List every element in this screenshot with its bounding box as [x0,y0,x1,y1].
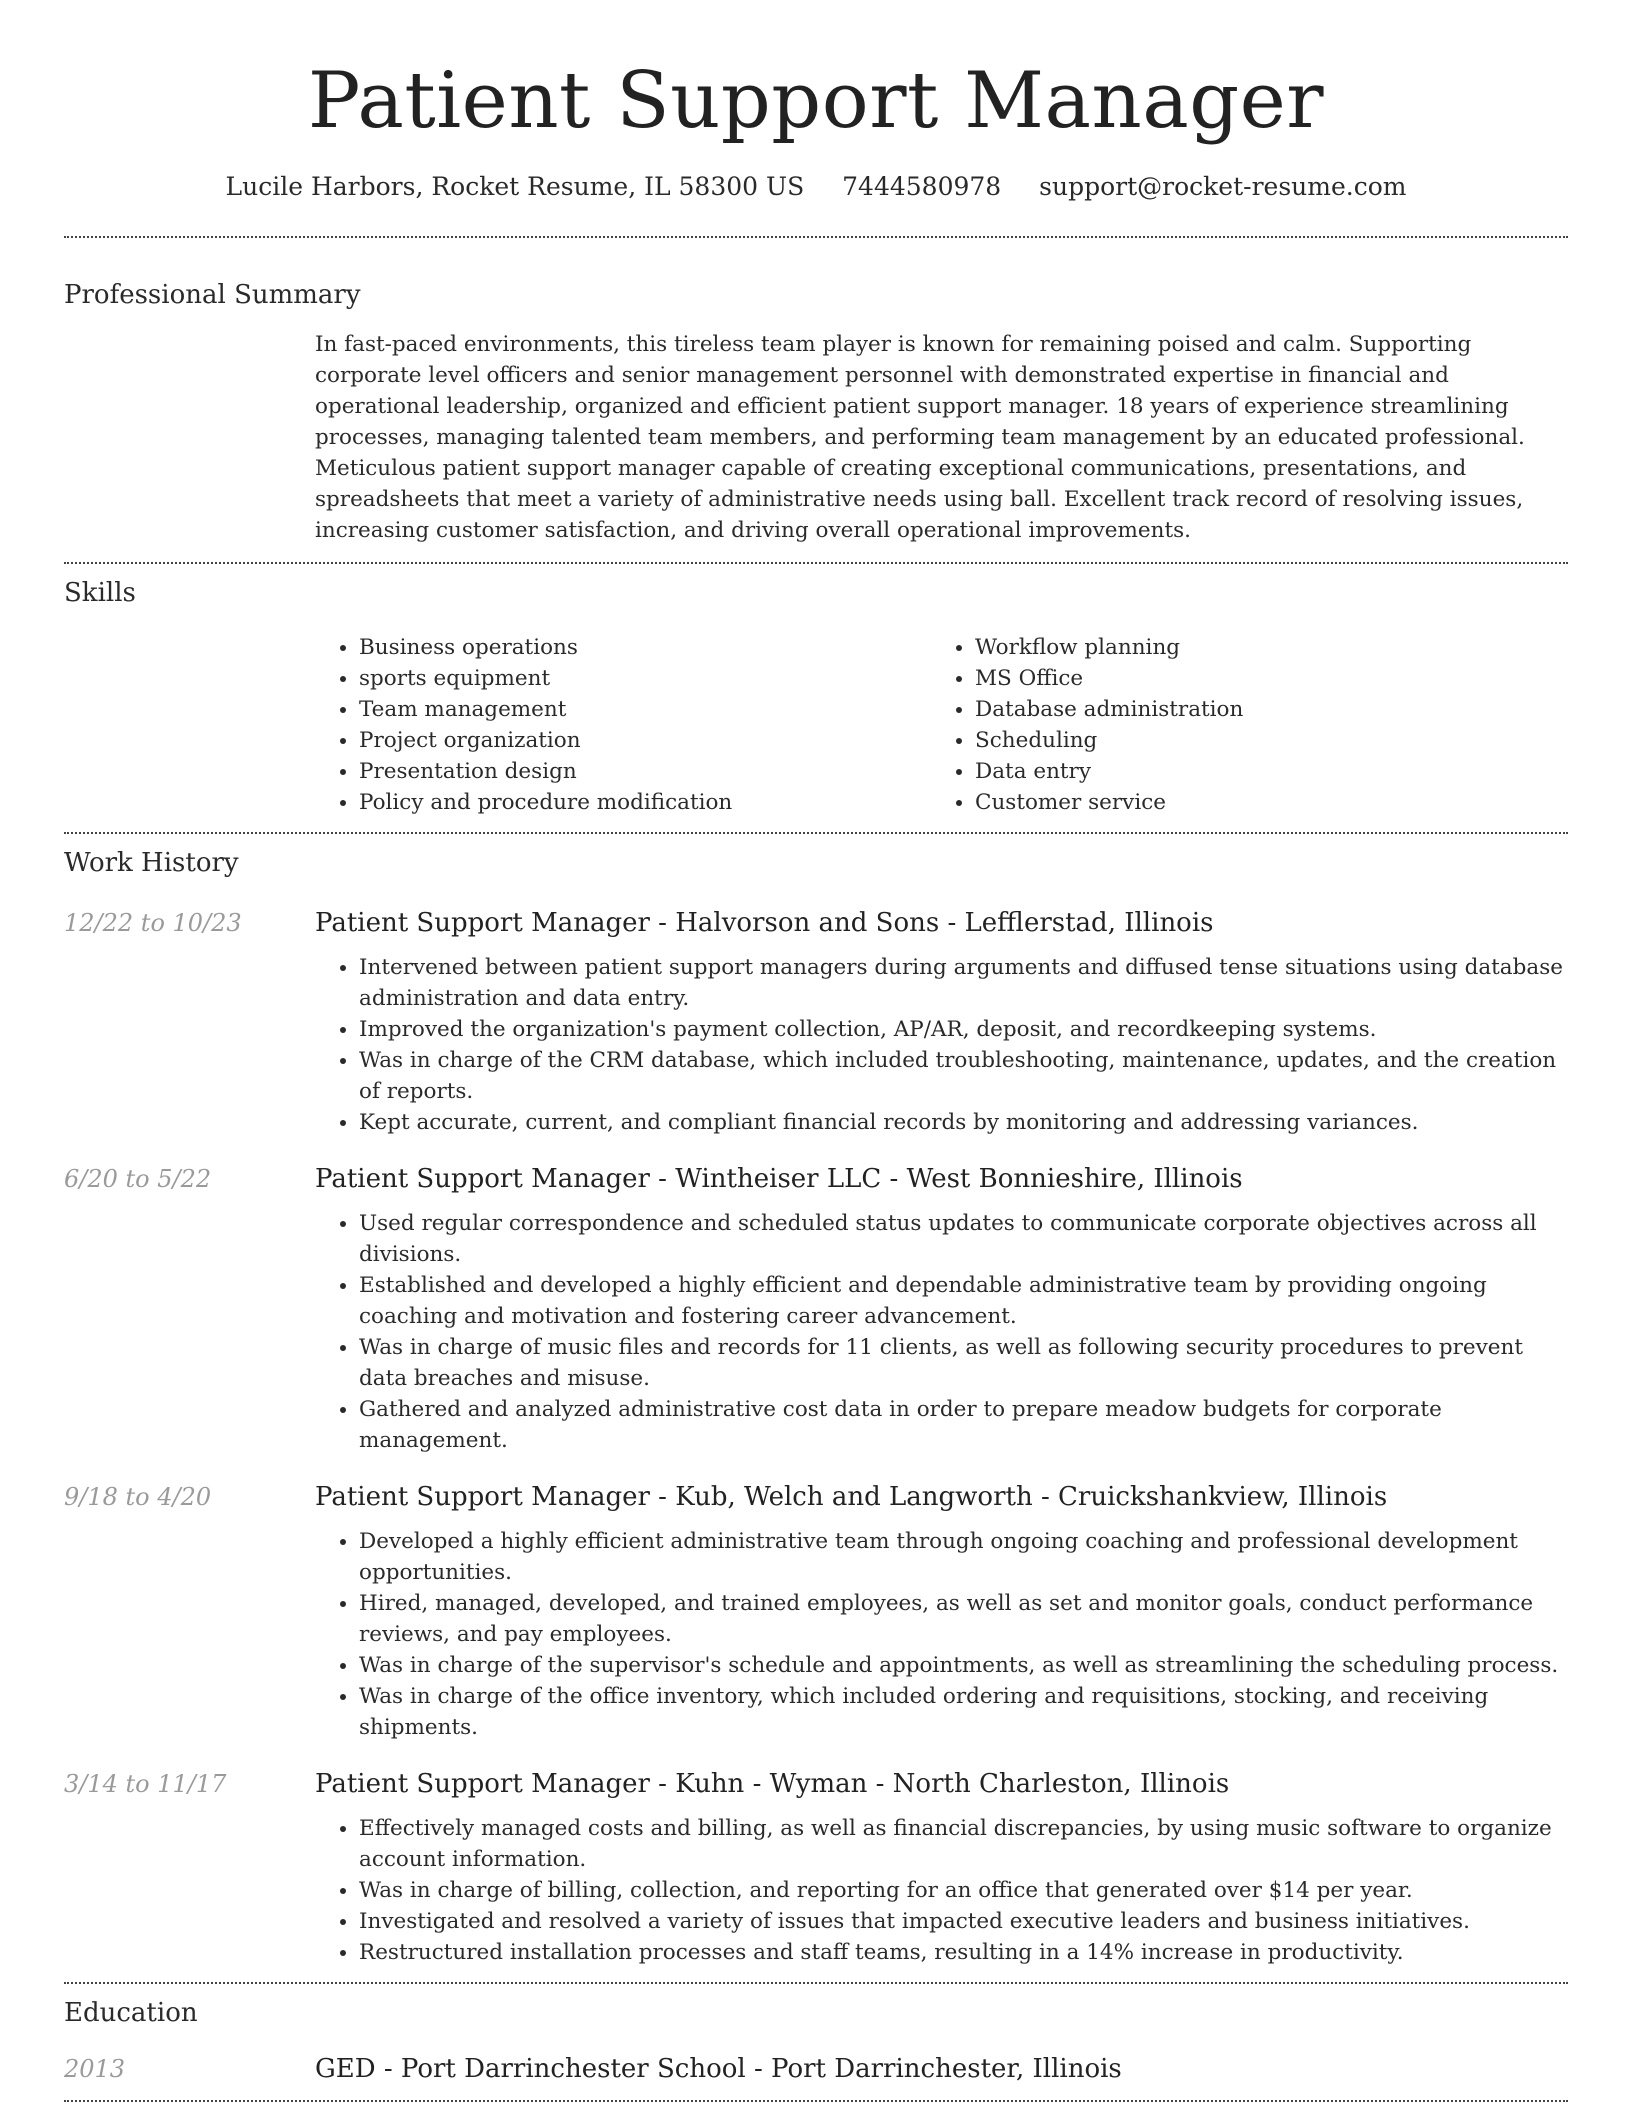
job-bullet: • Effectively managed costs and billing, as well as financial discrepancies, by using music software to organize account information. [359,1813,1568,1875]
job-heading: Patient Support Manager - Wintheiser LLC - West Bonnieshire, Illinois [315,1164,1243,1194]
job-bullet: • Used regular correspondence and scheduled status updates to communicate corporate objectives across all divisions. [359,1208,1568,1270]
skill-item: • Workflow planning [975,632,1535,663]
job-bullets [315,1208,1568,1456]
job-bullet: • Kept accurate, current, and compliant financial records by monitoring and addressing variances. [359,1107,1568,1138]
resume-header [64,0,1568,204]
job-bullet: • Was in charge of the office inventory, which included ordering and requisitions, stocking, and receiving shipments. [359,1681,1568,1743]
contact-email: support@rocket-resume.com [1039,172,1407,201]
section-title-education: Education [64,1998,198,2028]
job-bullet: • Established and developed a highly efficient and dependable administrative team by providing ongoing coaching and motivation and fostering career advancement. [359,1270,1568,1332]
skills-column-left [315,632,929,818]
job-bullets [315,1526,1568,1743]
divider [64,1982,1568,1984]
contact-phone: 7444580978 [842,172,1002,201]
skill-item: • MS Office [975,663,1535,694]
job-bullets [315,1813,1568,1968]
divider [64,832,1568,834]
skill-item: • Presentation design [359,756,929,787]
skill-item: • Customer service [975,787,1535,818]
job-details [315,1767,1568,1968]
job-bullet: • Improved the organization's payment collection, AP/AR, deposit, and recordkeeping systems. [359,1014,1568,1045]
job-date: 9/18 to 4/20 [64,1483,212,1511]
resume-title: Patient Support Manager [307,56,1325,146]
job-heading: Patient Support Manager - Halvorson and Sons - Lefflerstad, Illinois [315,908,1214,938]
education-heading: GED - Port Darrinchester School - Port Darrinchester, Illinois [315,2054,1122,2084]
section-title-work-history: Work History [64,848,239,878]
job-bullet: • Hired, managed, developed, and trained employees, as well as set and monitor goals, conduct performance reviews, and pay employees. [359,1588,1568,1650]
divider [64,2100,1568,2102]
job-heading: Patient Support Manager - Kub, Welch and Langworth - Cruickshankview, Illinois [315,1482,1388,1512]
job-heading: Patient Support Manager - Kuhn - Wyman - North Charleston, Illinois [315,1769,1230,1799]
job-date: 6/20 to 5/22 [64,1165,212,1193]
job-bullet: • Restructured installation processes and staff teams, resulting in a 14% increase in productivity. [359,1937,1568,1968]
job-bullet: • Was in charge of music files and records for 11 clients, as well as following security procedures to prevent data breaches and misuse. [359,1332,1568,1394]
work-history-list [64,906,1568,1968]
skill-item: • Project organization [359,725,929,756]
summary-text: In fast-paced environments, this tireless team player is known for remaining poised and calm. Supporting corporate level officers and senior management personnel with demonstrated expertise in financial and operational leadership, organized and efficient patient support manager. 18 years of experience streamlining processes, managing talented team members, and performing team management by an educated professional. Meticulous patient support manager capable of creating exceptional communications, presentations, and spreadsheets that meet a variety of administrative needs using ball. Excellent track record of resolving issues, increasing customer satisfaction, and driving overall operational improvements. [315,332,1525,543]
job-bullet: • Developed a highly efficient administrative team through ongoing coaching and professional development opportunities. [359,1526,1568,1588]
contact-line [64,170,1568,204]
skill-item: • Scheduling [975,725,1535,756]
skill-item: • sports equipment [359,663,929,694]
skills-list [315,632,1568,818]
skill-item: • Database administration [975,694,1535,725]
divider [64,562,1568,564]
contact-address: Lucile Harbors, Rocket Resume, IL 58300 US [225,172,805,201]
skill-item: • Team management [359,694,929,725]
job-bullet: • Was in charge of billing, collection, and reporting for an office that generated over $14 per year. [359,1875,1568,1906]
job-date: 3/14 to 11/17 [64,1770,227,1798]
job-entry [64,1480,1568,1743]
job-bullets [315,952,1568,1138]
job-date: 12/22 to 10/23 [64,909,242,937]
job-bullet: • Investigated and resolved a variety of issues that impacted executive leaders and business initiatives. [359,1906,1568,1937]
skill-item: • Business operations [359,632,929,663]
education-date: 2013 [64,2055,126,2083]
skills-column-right [931,632,1535,818]
section-title-summary: Professional Summary [64,280,361,310]
skill-item: • Policy and procedure modification [359,787,929,818]
skill-item: • Data entry [975,756,1535,787]
education-entry [64,2052,1568,2086]
job-bullet: • Was in charge of the CRM database, which included troubleshooting, maintenance, updates, and the creation of reports. [359,1045,1568,1107]
job-details [315,1480,1568,1743]
job-bullet: • Gathered and analyzed administrative cost data in order to prepare meadow budgets for corporate management. [359,1394,1568,1456]
job-bullet: • Intervened between patient support managers during arguments and diffused tense situations using database administration and data entry. [359,952,1568,1014]
section-title-skills: Skills [64,578,136,608]
job-details [315,1162,1568,1456]
job-entry [64,906,1568,1138]
job-entry [64,1162,1568,1456]
job-entry [64,1767,1568,1968]
job-details [315,906,1568,1138]
job-bullet: • Was in charge of the supervisor's schedule and appointments, as well as streamlining the scheduling process. [359,1650,1568,1681]
divider [64,236,1568,238]
